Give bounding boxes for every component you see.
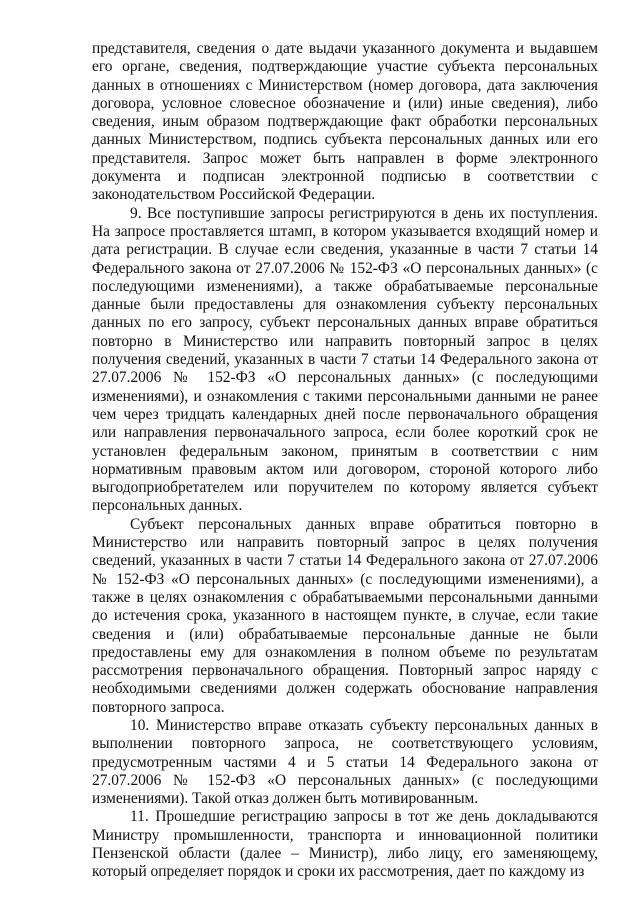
paragraph-continuation: представителя, сведения о дате выдачи указанного документа и выдавшем его органе, сведения, подтверждающие участие субъекта персональных данных в отношениях с Министерством (номер договора, дата заключения договора, условное словесное обозначение и (или) иные сведения), либо сведения, иным образом подтверждающие факт обработки персональных данных Министерством, подпись субъекта персональных данных или его представителя. Запрос может быть направлен в форме электронного документа и подписан электронной подписью в соответствии с законодательством Российской Федерации. (92, 40, 598, 204)
paragraph-item-9: 9. Все поступившие запросы регистрируются в день их поступления. На запросе проставляется штамп, в котором указывается входящий номер и дата регистрации. В случае если сведения, указанные в части 7 статьи 14 Федерального закона от 27.07.2006 № 152-ФЗ «О персональных данных» (с последующими изменениями), а также обрабатываемые персональные данные были предоставлены для ознакомления субъекту персональных данных по его запросу, субъект персональных данных вправе обратиться повторно в Министерство или направить повторный запрос в целях получения сведений, указанных в части 7 статьи 14 Федерального закона от 27.07.2006 № 152-ФЗ «О персональных данных» (с последующими изменениями), и ознакомления с такими персональными данными не ранее чем через тридцать календарных дней после первоначального обращения или направления первоначального запроса, если более короткий срок не установлен федеральным законом, принятым в соответствии с ним нормативным правовым актом или договором, стороной которого либо выгодоприобретателем или поручителем по которому является субъект персональных данных. (92, 204, 598, 515)
paragraph-repeat-request: Субъект персональных данных вправе обратиться повторно в Министерство или направить повторный запрос в целях получения сведений, указанных в части 7 статьи 14 Федерального закона от 27.07.2006 № 152-ФЗ «О персональных данных» (с последующими изменениями), а также в целях ознакомления с обрабатываемыми персональными данными до истечения срока, указанного в настоящем пункте, в случае, если такие сведения и (или) обрабатываемые персональные данные не были предоставлены ему для ознакомления в полном объеме по результатам рассмотрения первоначального обращения. Повторный запрос наряду с необходимыми сведениями должен содержать обоснование направления повторного запроса. (92, 515, 598, 716)
document-page (92, 40, 598, 882)
paragraph-item-10: 10. Министерство вправе отказать субъекту персональных данных в выполнении повторного запроса, не соответствующего условиям, предусмотренным частями 4 и 5 статьи 14 Федерального закона от 27.07.2006 № 152-ФЗ «О персональных данных» (с последующими изменениями). Такой отказ должен быть мотивированным. (92, 716, 598, 808)
paragraph-item-11: 11. Прошедшие регистрацию запросы в тот же день докладываются Министру промышленности, транспорта и инновационной политики Пензенской области (далее – Министр), либо лицу, его заменяющему, который определяет порядок и сроки их рассмотрения, дает по каждому из (92, 808, 598, 881)
